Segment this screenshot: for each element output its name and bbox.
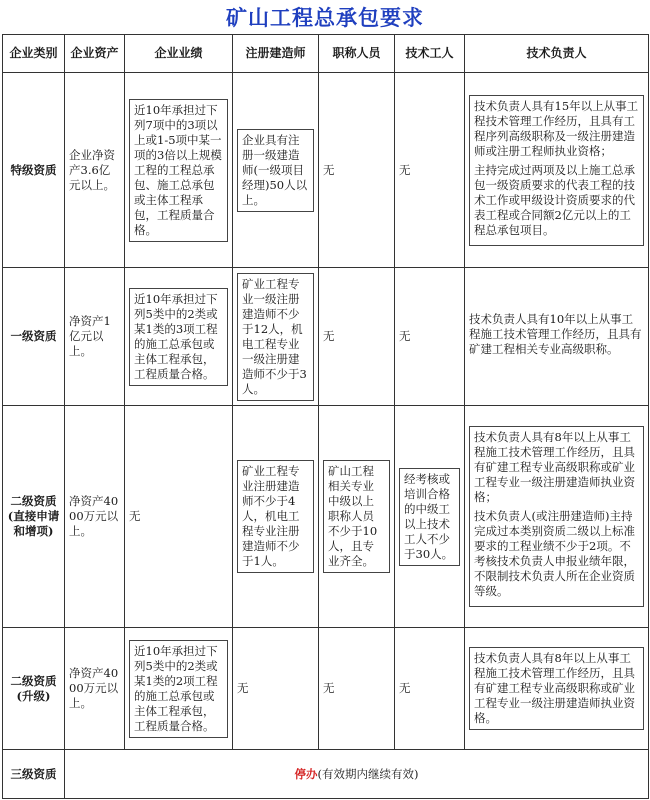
builder-cell: 无 (233, 628, 319, 750)
level-cell: 特级资质 (3, 73, 65, 268)
builder-cell: 矿业工程专业注册建造师不少于4人，机电工程专业注册建造师不少于1人。 (237, 460, 314, 573)
tech-lead-text: 技术负责人(或注册建造师)主持完成过本类别资质二级以上标准要求的工程业绩不少于2项。不考核技术负责人申报业绩年限，不限制技术负责人所在企业资质等级。 (474, 509, 635, 598)
performance-cell: 近10年承担过下列7项中的3项以上或1-5项中某一项的3倍以上规模工程的工程总承包、施工总承包或主体工程承包，工程质量合格。 (129, 99, 228, 242)
titled-staff-cell: 无 (319, 628, 395, 750)
header-category: 企业类别 (3, 35, 65, 73)
workers-cell: 无 (395, 268, 465, 406)
header-titled-staff: 职称人员 (319, 35, 395, 73)
stopped-note: (有效期内继续有效) (317, 766, 419, 781)
performance-cell: 近10年承担过下列5类中的2类或某1类的3项工程的施工总承包或主体工程承包，工程质量合格。 (129, 288, 228, 386)
table-row (3, 406, 649, 628)
table-row (3, 73, 649, 268)
tech-lead-cell (469, 95, 644, 246)
stopped-label: 停办 (294, 766, 318, 781)
tech-lead-text: 技术负责人具有10年以上从事工程施工技术管理工作经历，且具有矿建工程相关专业高级职称。 (469, 312, 642, 356)
tech-lead-text: 技术负责人具有15年以上从事工程技术管理工作经历，且具有工程序列高级职称及一级注册建造师或注册工程师执业资格； (474, 98, 639, 158)
builder-cell: 矿业工程专业一级注册建造师不少于12人，机电工程专业一级注册建造师不少于3人。 (237, 273, 314, 401)
table-row (3, 750, 649, 799)
header-row (3, 35, 649, 73)
asset-cell: 净资产1亿元以上。 (65, 268, 125, 406)
header-tech-lead: 技术负责人 (465, 35, 649, 73)
performance-cell: 近10年承担过下列5类中的2类或某1类的2项工程的施工总承包或主体工程承包，工程质量合格。 (129, 640, 228, 738)
titled-staff-cell: 无 (319, 268, 395, 406)
level-cell: 二级资质(直接申请和增项) (3, 406, 65, 628)
header-asset: 企业资产 (65, 35, 125, 73)
builder-cell: 企业具有注册一级建造师(一级项目经理)50人以上。 (237, 129, 314, 212)
level-cell: 一级资质 (3, 268, 65, 406)
tech-lead-text: 主持完成过两项及以上施工总承包一级资质要求的代表工程的技术工作或甲级设计资质要求的代表工程或合同额2亿元以上的工程总承包项目。 (474, 162, 635, 237)
table-row (3, 268, 649, 406)
header-performance: 企业业绩 (125, 35, 233, 73)
asset-cell: 净资产4000万元以上。 (65, 406, 125, 628)
page-title: 矿山工程总承包要求 (226, 5, 424, 30)
asset-cell: 企业净资产3.6亿元以上。 (65, 73, 125, 268)
titled-staff-cell: 无 (319, 73, 395, 268)
performance-cell: 无 (125, 406, 233, 628)
header-workers: 技术工人 (395, 35, 465, 73)
level-cell: 三级资质 (3, 750, 65, 799)
stopped-notice (65, 750, 649, 799)
workers-cell: 无 (395, 628, 465, 750)
level-cell: 二级资质(升级) (3, 628, 65, 750)
tech-lead-cell: 技术负责人具有8年以上从事工程施工技术管理工作经历，且具有矿建工程专业高级职称或矿业工程专业一级注册建造师执业资格。 (469, 647, 644, 730)
table-row (3, 628, 649, 750)
header-builder: 注册建造师 (233, 35, 319, 73)
workers-cell: 经考核或培训合格的中级工以上技术工人不少于30人。 (399, 468, 460, 566)
titled-staff-cell: 矿山工程相关专业中级以上职称人员不少于10人，且专业齐全。 (323, 460, 390, 573)
tech-lead-text: 技术负责人具有8年以上从事工程施工技术管理工作经历，且具有矿建工程专业高级职称或矿业工程专业一级注册建造师执业资格； (474, 430, 635, 504)
tech-lead-cell (469, 426, 644, 607)
workers-cell: 无 (395, 73, 465, 268)
qualification-table (2, 34, 649, 799)
asset-cell: 净资产4000万元以上。 (65, 628, 125, 750)
